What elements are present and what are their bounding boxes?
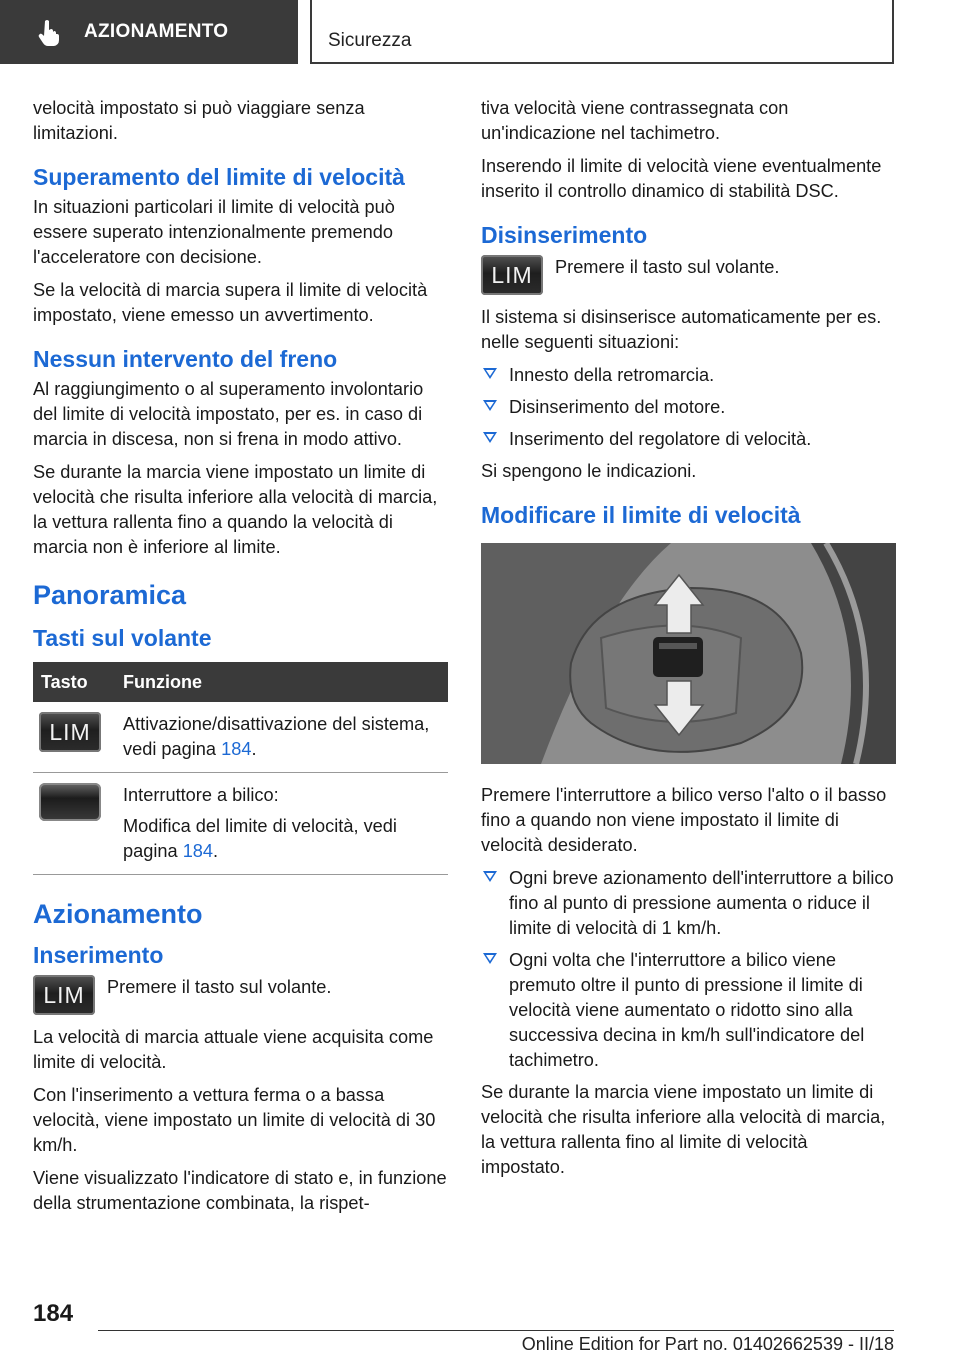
paragraph: Se durante la marcia viene impostato un limite di velocità che risulta inferiore alla velocità di marcia, la vettura rallenta fino al limite di velocità impostato.	[481, 1082, 886, 1177]
table-row	[33, 702, 448, 773]
heading-azionamento: Azionamento	[33, 899, 203, 929]
paragraph: Si spengono le indicazioni.	[481, 461, 697, 481]
lim-instruction: LIM Premere il tasto sul volante.	[33, 975, 448, 1015]
table-cell: Attivazione/disattivazione del sistema, vedi pagina 184.	[115, 702, 448, 773]
subsection-title: Sicurezza	[328, 30, 412, 51]
footer-divider	[98, 1330, 894, 1331]
bullet-list	[481, 363, 896, 452]
paragraph: tiva velocità viene contrassegnata con un'indicazione nel tachimetro.	[481, 98, 789, 143]
table-cell: Interruttore a bilico: Modifica del limite di velocità, vedi pagina 184.	[115, 773, 448, 875]
section-title: AZIONAMENTO	[84, 21, 229, 42]
table-row	[33, 773, 448, 875]
lim-instruction: LIM Premere il tasto sul volante.	[481, 255, 896, 295]
section-tab	[0, 0, 298, 64]
paragraph: velocità impostato si può viaggiare senza limitazioni.	[33, 98, 365, 143]
table-header-tasto: Tasto	[33, 662, 115, 702]
buttons-table	[33, 662, 448, 875]
table-header-funzione: Funzione	[115, 662, 448, 702]
list-item: Ogni breve azionamento dell'interruttore a bilico fino al punto di pressione aumenta o riduce il limite di velocità di 1 km/h.	[481, 866, 896, 941]
heading-superamento: Superamento del limite di velocità	[33, 164, 405, 190]
paragraph: Premere l'interruttore a bilico verso l'alto o il basso fino a quando non viene impostato il limite di velocità desiderato.	[481, 785, 887, 855]
heading-disinserimento: Disinserimento	[481, 222, 648, 248]
list-item: Innesto della retromarcia.	[481, 363, 896, 388]
heading-freno: Nessun intervento del freno	[33, 346, 338, 372]
lim-button-icon: LIM	[33, 975, 95, 1015]
page-number: 184	[33, 1300, 74, 1327]
hand-pointer-icon	[36, 18, 64, 46]
page-header	[0, 0, 960, 66]
heading-inserimento: Inserimento	[33, 942, 164, 968]
list-item: Ogni volta che l'interruttore a bilico viene premuto oltre il punto di pressione il limite di velocità viene aumentato o ridotto sino alla successiva decina in km/h sull'indicatore del tachimetro.	[481, 948, 896, 1073]
heading-panoramica: Panoramica	[33, 580, 187, 610]
bullet-list	[481, 866, 896, 1073]
paragraph: Il sistema si disinserisce automaticamente per es. nelle seguenti situazioni:	[481, 307, 882, 352]
paragraph: Se durante la marcia viene impostato un limite di velocità che risulta inferiore alla velocità di marcia, la vettura rallenta fino a quando la velocità di marcia non è inferiore al limite.	[33, 462, 438, 557]
lim-button-icon: LIM	[39, 712, 101, 752]
page-link[interactable]: 184	[221, 739, 252, 759]
heading-modificare: Modificare il limite di velocità	[481, 502, 801, 528]
steering-wheel-photo	[481, 543, 896, 764]
right-column	[481, 96, 896, 1188]
bullet-triangle-icon	[483, 368, 497, 379]
bullet-triangle-icon	[483, 953, 497, 964]
paragraph: Se la velocità di marcia supera il limite di velocità impostato, viene emesso un avvertimento.	[33, 280, 428, 325]
paragraph: La velocità di marcia attuale viene acquisita come limite di velocità.	[33, 1027, 434, 1072]
paragraph: Inserendo il limite di velocità viene eventualmente inserito il controllo dinamico di stabilità DSC.	[481, 156, 882, 201]
bullet-triangle-icon	[483, 432, 497, 443]
rocker-switch-icon	[39, 783, 101, 821]
page-link[interactable]: 184	[182, 841, 214, 861]
list-item: Inserimento del regolatore di velocità.	[481, 427, 896, 452]
paragraph: Con l'inserimento a vettura ferma o a bassa velocità, viene impostato un limite di velocità di 30 km/h.	[33, 1085, 436, 1155]
bullet-triangle-icon	[483, 871, 497, 882]
list-item: Disinserimento del motore.	[481, 395, 896, 420]
paragraph: In situazioni particolari il limite di velocità può essere superato intenzionalmente premendo l'acceleratore con decisione.	[33, 197, 395, 267]
bullet-triangle-icon	[483, 400, 497, 411]
left-column	[33, 96, 448, 1224]
subsection-box	[310, 0, 894, 64]
paragraph: Viene visualizzato l'indicatore di stato e, in funzione della strumentazione combinata, la rispet-	[33, 1168, 447, 1213]
heading-tasti: Tasti sul volante	[33, 625, 212, 651]
lim-button-icon: LIM	[481, 255, 543, 295]
paragraph: Al raggiungimento o al superamento involontario del limite di velocità impostato, per es. in caso di marcia in discesa, non si frena in modo attivo.	[33, 379, 424, 449]
edition-note: Online Edition for Part no. 01402662539 - II/18	[521, 1334, 894, 1354]
